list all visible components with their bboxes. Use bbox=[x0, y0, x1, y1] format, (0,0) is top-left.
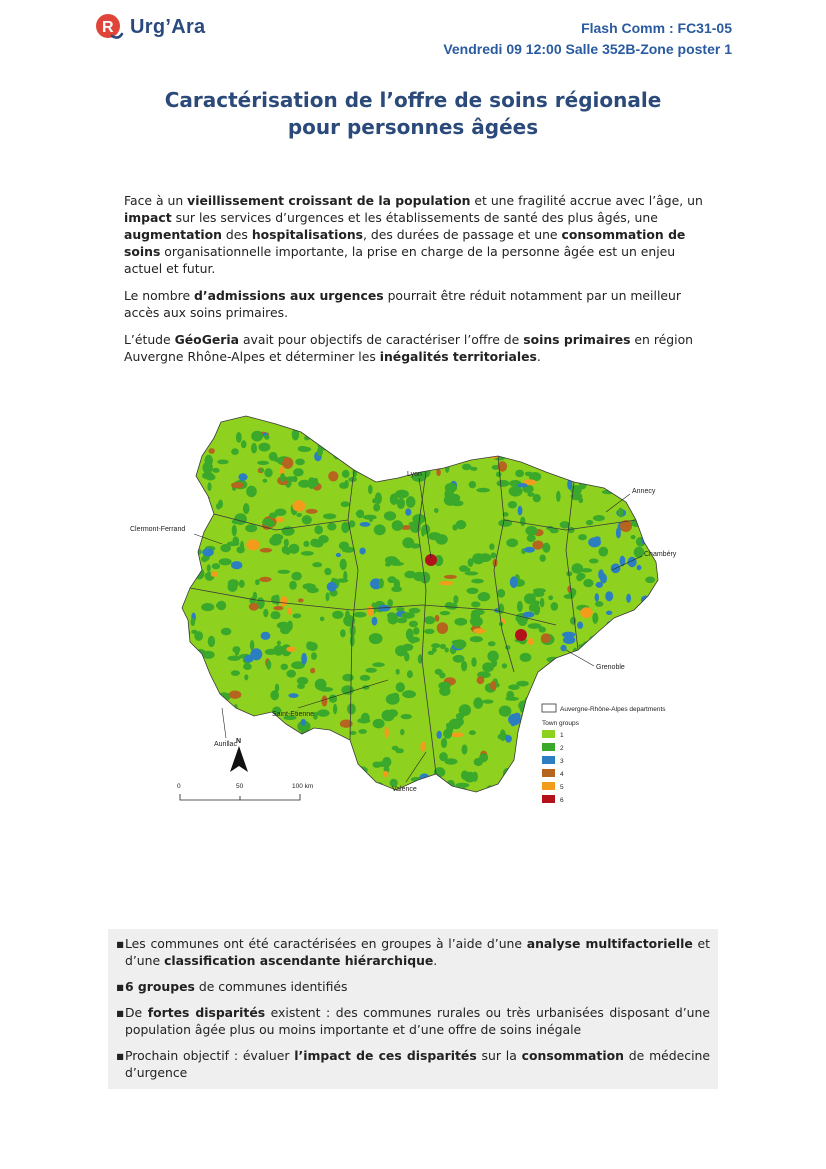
legend-label: 2 bbox=[560, 745, 564, 752]
legend-label: 5 bbox=[560, 784, 564, 791]
svg-text:0: 0 bbox=[177, 783, 181, 790]
summary-item: ▪ De fortes disparités existent : des communes rurales ou très urbanisées disposant d’une population âgée plus ou moins importante et d’une offre de soins inégale bbox=[116, 1005, 710, 1037]
legend-label: 4 bbox=[560, 771, 564, 778]
legend-label: 6 bbox=[560, 797, 564, 804]
svg-text:R: R bbox=[102, 19, 114, 36]
intro-paragraph: L’étude GéoGeria avait pour objectifs de caractériser l’offre de soins primaires en région Auvergne Rhône-Alpes et déterminer les inégalités territoriales. bbox=[124, 332, 694, 364]
legend-swatch bbox=[542, 730, 555, 738]
scale-bar bbox=[177, 783, 313, 800]
session-schedule: Vendredi 09 12:00 Salle 352B-Zone poster 1 bbox=[443, 41, 732, 57]
legend-label: 3 bbox=[560, 758, 564, 765]
summary-list bbox=[108, 929, 718, 1081]
map-legend bbox=[542, 704, 666, 804]
legend-swatch bbox=[542, 769, 555, 777]
title-line-2: pour personnes âgées bbox=[287, 115, 539, 139]
summary-item: ▪ Les communes ont été caractérisées en groupes à l’aide d’une analyse multifactorielle et d’une classification ascendante hiérarchique. bbox=[116, 936, 710, 968]
page-title bbox=[0, 87, 826, 141]
session-info bbox=[443, 18, 732, 60]
svg-text:50: 50 bbox=[236, 783, 244, 790]
logo-mark-icon bbox=[94, 12, 124, 42]
city-label-chambery: Chambéry bbox=[644, 551, 677, 558]
legend-swatch bbox=[542, 756, 555, 764]
legend-departments-label: Auvergne-Rhône-Alpes departments bbox=[560, 706, 666, 713]
city-label-valence: Valence bbox=[392, 786, 417, 793]
logo-text: Urg’Ara bbox=[130, 15, 206, 38]
legend-label: 1 bbox=[560, 732, 564, 739]
city-label-lyon: Lyon bbox=[407, 471, 422, 478]
city-label-saint-etienne: Saint-Etienne bbox=[272, 711, 315, 718]
city-label-clermont: Clermont-Ferrand bbox=[130, 526, 186, 533]
legend-swatch bbox=[542, 782, 555, 790]
intro-text bbox=[124, 192, 716, 375]
legend-title: Town groups bbox=[542, 720, 579, 727]
intro-paragraph: Le nombre d’admissions aux urgences pourrait être réduit notamment par un meilleur accès aux soins primaires. bbox=[124, 288, 681, 320]
intro-paragraph: Face à un vieillissement croissant de la population et une fragilité accrue avec l’âge, un impact sur les services d’urgences et les établissements de santé des plus âgés, une augmentation des hospitalisations, des durées de passage et une consommation de soins organisationnelle importante, la prise en charge de la personne âgée est un enjeu actuel et futur. bbox=[124, 193, 703, 276]
city-label-aurillac: Aurillac bbox=[214, 741, 237, 748]
logo bbox=[94, 12, 205, 42]
svg-text:N: N bbox=[236, 738, 242, 745]
legend-swatch bbox=[542, 743, 555, 751]
title-line-1: Caractérisation de l’offre de soins régionale bbox=[164, 88, 662, 112]
summary-item: ▪ Prochain objectif : évaluer l’impact de ces disparités sur la consommation de médecine d’urgence bbox=[116, 1048, 710, 1080]
city-label-annecy: Annecy bbox=[632, 488, 656, 495]
legend-swatch bbox=[542, 795, 555, 803]
region-map bbox=[126, 410, 698, 810]
summary-item: ▪ 6 groupes de communes identifiés bbox=[116, 979, 348, 994]
svg-text:100 km: 100 km bbox=[292, 783, 314, 790]
summary-box bbox=[108, 929, 718, 1089]
city-label-grenoble: Grenoble bbox=[596, 664, 625, 671]
poster-reference: Flash Comm : FC31-05 bbox=[581, 20, 732, 36]
